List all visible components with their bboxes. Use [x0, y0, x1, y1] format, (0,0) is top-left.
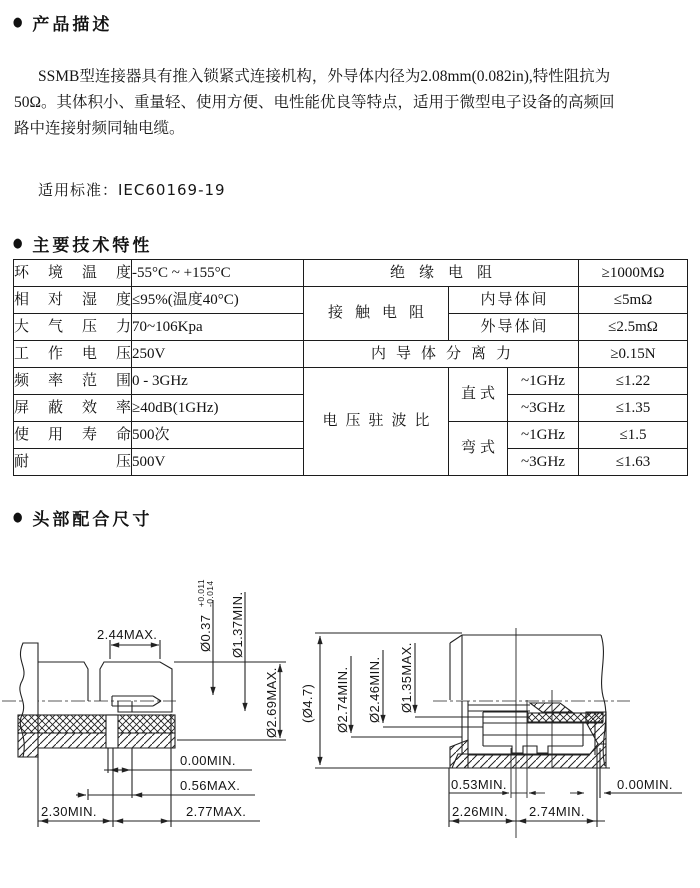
contact-resistance-label: 接触电阻	[304, 287, 449, 341]
table-row	[14, 287, 688, 314]
applicable-standard: 适用标准：IEC60169-19	[38, 181, 226, 199]
inner-conductor-label: 内导体间	[449, 287, 579, 314]
separation-force-label: 内导体分离力	[304, 341, 579, 368]
spec-value: 500V	[132, 449, 304, 476]
dim-label: (Ø4.7)	[300, 683, 315, 723]
dim-label: 0.53MIN.	[451, 777, 507, 792]
section-title: 主要技术特性	[32, 236, 153, 256]
description-line-3: 路中连接射频同轴电缆。	[14, 120, 185, 137]
insulation-resistance-label: 绝缘电阻	[304, 260, 579, 287]
dim-label: Ø2.46MIN.	[367, 656, 382, 723]
vswr-value: ≤1.63	[579, 449, 688, 476]
spec-value: 250V	[132, 341, 304, 368]
description-line-1: SSMB型连接器具有推入锁紧式连接机构，外导体内径为2.08mm(0.082in),特性阻抗为	[38, 68, 611, 85]
spec-value: 70~106Kpa	[132, 314, 304, 341]
spec-label: 环境温度	[14, 260, 132, 287]
table-row	[14, 368, 688, 395]
spec-value: -55°C ~ +155°C	[132, 260, 304, 287]
table-row	[14, 260, 688, 287]
vswr-value: ≤1.22	[579, 368, 688, 395]
section-heading-specs	[12, 231, 152, 256]
description-line-2: 50Ω。其体积小、重量轻、使用方便、电性能优良等特点，适用于微型电子设备的高频回	[14, 94, 615, 111]
vswr-freq: ~1GHz	[508, 422, 579, 449]
spec-value: ≤95%(温度40°C)	[132, 287, 304, 314]
section-heading-dimensions	[12, 505, 152, 530]
spec-value: 500次	[132, 422, 304, 449]
dim-label: 0.00MIN.	[180, 753, 236, 768]
dim-label: 0.56MAX.	[180, 778, 241, 793]
vswr-straight-label: 直式	[449, 368, 508, 422]
dim-label: 2.30MIN.	[41, 804, 97, 819]
vswr-angle-label: 弯式	[449, 422, 508, 476]
plug-dimension-labels	[41, 579, 279, 819]
dim-label: 2.26MIN.	[452, 804, 508, 819]
dim-label: Ø2.74MIN.	[335, 666, 350, 733]
vswr-label: 电压驻波比	[304, 368, 449, 476]
vswr-freq: ~3GHz	[508, 395, 579, 422]
dim-label: 0.00MIN.	[617, 777, 673, 792]
dim-tolerance-lower: -0.014	[205, 580, 215, 607]
jack-dimension-labels	[300, 642, 673, 819]
vswr-freq: ~1GHz	[508, 368, 579, 395]
dim-label: 2.74MIN.	[529, 804, 585, 819]
spec-value: 0 - 3GHz	[132, 368, 304, 395]
bullet-icon: ●	[12, 15, 23, 30]
spec-table	[13, 259, 688, 476]
mating-dimensions-drawing	[0, 556, 700, 888]
table-row	[14, 341, 688, 368]
insulation-resistance-value: ≥1000MΩ	[579, 260, 688, 287]
dim-label: Ø2.69MAX.	[264, 667, 279, 738]
vswr-freq: ~3GHz	[508, 449, 579, 476]
separation-force-value: ≥0.15N	[579, 341, 688, 368]
outer-conductor-label: 外导体间	[449, 314, 579, 341]
section-heading-product	[12, 10, 112, 35]
spec-label: 工作电压	[14, 341, 132, 368]
bullet-icon: ●	[12, 510, 23, 525]
inner-conductor-value: ≤5mΩ	[579, 287, 688, 314]
dim-label: Ø1.35MAX.	[399, 642, 414, 713]
dim-label: 2.77MAX.	[186, 804, 247, 819]
section-title: 产品描述	[32, 15, 113, 35]
outer-conductor-value: ≤2.5mΩ	[579, 314, 688, 341]
spec-label: 使用寿命	[14, 422, 132, 449]
bullet-icon: ●	[12, 236, 23, 251]
spec-label: 相对湿度	[14, 287, 132, 314]
dim-tolerance-upper: +0.011	[196, 578, 206, 607]
dim-label: Ø0.37	[198, 614, 213, 652]
spec-label: 屏蔽效率	[14, 395, 132, 422]
spec-value: ≥40dB(1GHz)	[132, 395, 304, 422]
dim-label: 2.44MAX.	[97, 627, 158, 642]
vswr-value: ≤1.35	[579, 395, 688, 422]
spec-label: 大气压力	[14, 314, 132, 341]
vswr-value: ≤1.5	[579, 422, 688, 449]
spec-label: 耐压	[14, 449, 132, 476]
dim-label: Ø1.37MIN.	[230, 591, 245, 658]
section-title: 头部配合尺寸	[32, 510, 153, 530]
spec-label: 频率范围	[14, 368, 132, 395]
